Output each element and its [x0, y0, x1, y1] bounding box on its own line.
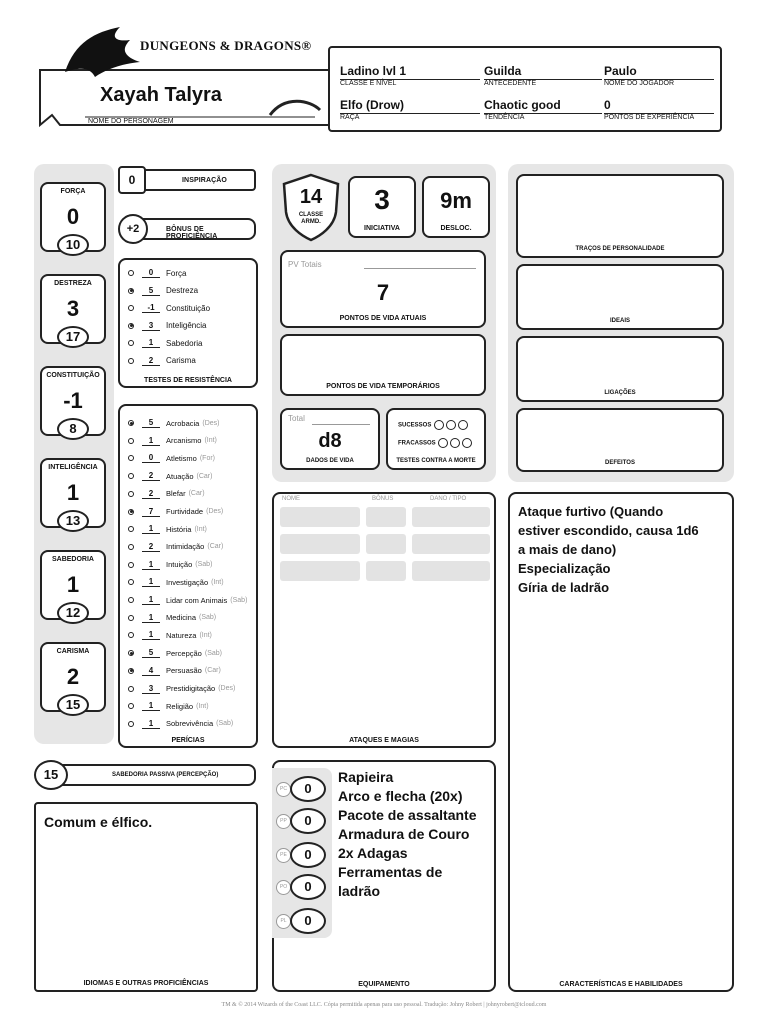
saving-throw-value: 5	[142, 286, 160, 296]
death-saves-success-row	[398, 420, 469, 430]
death-saves-success-label: SUCESSOS	[398, 422, 432, 429]
saving-throws-box	[118, 258, 258, 388]
coin-silver[interactable]	[280, 808, 328, 834]
attack-name-cell[interactable]	[280, 561, 360, 581]
skill-row[interactable]	[128, 664, 221, 678]
background-value: Guilda	[484, 64, 602, 80]
class-level-field[interactable]	[340, 64, 480, 87]
ability-modifier[interactable]: 10	[57, 234, 89, 256]
skill-row[interactable]	[128, 611, 216, 625]
hp-current-label: PONTOS DE VIDA ATUAIS	[339, 315, 427, 322]
ability-modifier[interactable]: 8	[57, 418, 89, 440]
coin-label: PO	[276, 880, 291, 895]
inspiration-value[interactable]: 0	[118, 166, 146, 194]
skill-ability: (Car)	[207, 543, 224, 551]
hit-dice[interactable]	[280, 408, 380, 470]
proficiency-dot[interactable]	[128, 358, 134, 364]
ability-name: FORÇA	[60, 188, 86, 195]
skill-value: 2	[142, 489, 160, 499]
passive-wisdom-label-box	[58, 764, 256, 786]
coin-label: PE	[276, 848, 291, 863]
skill-name: Religião	[166, 701, 194, 711]
coin-platinum[interactable]	[280, 908, 328, 934]
proficiency-dot[interactable]	[128, 579, 134, 585]
skill-value: 5	[142, 418, 160, 428]
equipment-item: Arco e flecha (20x)	[338, 788, 463, 804]
attack-damage-cell[interactable]	[412, 507, 490, 527]
skill-ability: (Sab)	[195, 561, 213, 569]
proficiency-dot[interactable]	[128, 438, 134, 444]
attacks-label: ATAQUES E MAGIAS	[349, 737, 419, 744]
race-field[interactable]	[340, 98, 480, 121]
skill-row[interactable]	[128, 487, 205, 501]
coin-label: PC	[276, 782, 291, 797]
saving-throw-name: Força	[166, 268, 187, 278]
skill-value: 1	[142, 577, 160, 587]
saving-throw-value: 1	[142, 338, 160, 348]
personality-traits-label: TRAÇOS DE PERSONALIDADE	[575, 246, 665, 252]
coin-value: 0	[290, 808, 326, 834]
feature-line: Gíria de ladrão	[518, 580, 610, 595]
skill-name: Natureza	[166, 630, 197, 640]
skill-ability: (Int)	[194, 525, 207, 533]
skill-row[interactable]	[128, 416, 219, 430]
race-value: Elfo (Drow)	[340, 98, 480, 114]
skill-ability: (Des)	[206, 508, 224, 515]
skill-name: Atuação	[166, 471, 194, 481]
feature-line: Ataque furtivo (Quando	[518, 504, 664, 519]
skill-name: História	[166, 524, 192, 534]
ability-modifier[interactable]: 12	[57, 602, 89, 624]
header	[0, 0, 768, 150]
flaws[interactable]	[516, 408, 724, 472]
proficiency-dot[interactable]	[128, 562, 134, 568]
class-level-label: CLASSE E NÍVEL	[340, 80, 397, 87]
player-name-value: Paulo	[604, 64, 714, 80]
skill-row[interactable]	[128, 593, 247, 607]
passive-wisdom	[34, 760, 258, 790]
ability-score: 0	[66, 204, 80, 229]
attack-bonus-cell[interactable]	[366, 507, 406, 527]
hp-temp-label: PONTOS DE VIDA TEMPORÁRIOS	[326, 383, 440, 390]
proficiency-dot[interactable]	[128, 455, 134, 461]
skill-name: Sobrevivência	[166, 719, 214, 729]
ability-score: -1	[63, 388, 83, 413]
skill-row[interactable]	[128, 699, 209, 713]
proficiency-label-box	[138, 218, 256, 240]
skill-name: Intimidação	[166, 542, 205, 552]
skill-value: 1	[142, 595, 160, 605]
skill-value: 1	[142, 719, 160, 729]
bonds[interactable]	[516, 336, 724, 402]
proficiency-dot[interactable]	[128, 632, 134, 638]
ideals-label: IDEAIS	[609, 318, 630, 324]
equipment-item: 2x Adagas	[338, 845, 408, 861]
death-save-success-2[interactable]	[446, 420, 456, 430]
proficiency-dot[interactable]	[128, 270, 134, 276]
passive-wisdom-value[interactable]: 15	[34, 760, 68, 790]
death-save-failure-2[interactable]	[450, 438, 460, 448]
feature-line: Especialização	[518, 561, 611, 576]
skill-value: 2	[142, 542, 160, 552]
ability-strength[interactable]	[40, 182, 106, 252]
ability-modifier[interactable]: 13	[57, 510, 89, 532]
skill-name: Furtividade	[166, 507, 204, 516]
background-label: ANTECEDENTE	[484, 80, 537, 87]
saving-throw-name: Constituição	[166, 303, 211, 313]
class-level-value: Ladino lvl 1	[340, 64, 480, 80]
ability-name: CONSTITUIÇÃO	[46, 372, 100, 379]
ability-name: SABEDORIA	[51, 556, 94, 563]
ability-charisma[interactable]	[40, 642, 106, 712]
equipment-item: Pacote de assaltante	[338, 807, 477, 823]
features-text	[518, 502, 699, 597]
skill-ability: (Sab)	[204, 649, 222, 657]
skill-name: Medicina	[166, 613, 197, 623]
proficiency-dot[interactable]	[128, 420, 134, 426]
ability-modifier[interactable]: 15	[57, 694, 89, 716]
equipment-item: ladrão	[338, 883, 381, 899]
proficiency-dot[interactable]	[128, 509, 134, 515]
saving-throw-value: 2	[142, 356, 160, 366]
alignment-label: TENDÊNCIA	[484, 114, 525, 121]
death-save-success-1[interactable]	[434, 420, 444, 430]
ability-dexterity[interactable]	[40, 274, 106, 344]
death-saves-failure-row	[398, 438, 473, 448]
skill-ability: (Int)	[199, 631, 212, 639]
skill-value: 1	[142, 436, 160, 446]
hp-current-value: 7	[376, 280, 390, 305]
proficiency-dot[interactable]	[128, 686, 134, 692]
saving-throw-row[interactable]	[128, 284, 198, 298]
attack-bonus-cell[interactable]	[366, 534, 406, 554]
skill-row[interactable]	[128, 628, 212, 642]
ability-intelligence[interactable]	[40, 458, 106, 528]
skill-name: Percepção	[166, 648, 202, 658]
skills-title: PERÍCIAS	[171, 737, 205, 744]
feature-line: a mais de dano)	[518, 542, 617, 557]
proficiency-dot[interactable]	[128, 544, 134, 550]
saving-throw-name: Sabedoria	[166, 338, 203, 348]
skill-row[interactable]	[128, 522, 207, 536]
proficiency-dot[interactable]	[128, 597, 134, 603]
skill-row[interactable]	[128, 469, 212, 483]
proficiency-label: BÔNUS DE PROFICIÊNCIA	[166, 226, 218, 240]
saving-throw-row[interactable]	[128, 336, 202, 350]
speed-label: DESLOC.	[440, 225, 472, 232]
equipment-label: EQUIPAMENTO	[358, 981, 410, 988]
hit-dice-total-line	[312, 424, 370, 425]
skill-name: Arcanismo	[166, 436, 202, 446]
bonds-label: LIGAÇÕES	[604, 390, 636, 396]
ability-score: 3	[66, 296, 80, 321]
inspiration-label-box	[138, 169, 256, 191]
features-label: CARACTERÍSTICAS E HABILIDADES	[559, 981, 683, 988]
saving-throw-value: 3	[142, 321, 160, 331]
proficiency-dot[interactable]	[128, 650, 134, 656]
armor-class[interactable]	[280, 172, 342, 242]
skill-row[interactable]	[128, 540, 223, 554]
proficiency-dot[interactable]	[128, 526, 134, 532]
footer-copyright: TM & © 2014 Wizards of the Coast LLC. Cópia permitida apenas para uso pessoal. Tradução: Johny Robert | johnyrobert@icloud.com	[221, 1002, 547, 1008]
hp-max-line	[364, 268, 476, 269]
alignment-value: Chaotic good	[484, 98, 602, 114]
skill-name: Persuasão	[166, 666, 202, 676]
skill-ability: (Car)	[196, 472, 213, 480]
saving-throw-row[interactable]	[128, 319, 206, 333]
ability-score: 1	[66, 572, 80, 597]
skill-ability: (Des)	[202, 419, 220, 427]
skill-row[interactable]	[128, 717, 233, 731]
coin-value: 0	[290, 776, 326, 802]
ability-score: 1	[66, 480, 80, 505]
skill-ability: (Des)	[218, 685, 236, 692]
skill-ability: (Int)	[211, 578, 224, 586]
attack-bonus-cell[interactable]	[366, 561, 406, 581]
proficiency-dot[interactable]	[128, 668, 134, 674]
skill-ability: (Int)	[204, 437, 217, 445]
saving-throw-name: Destreza	[166, 286, 199, 295]
coin-value: 0	[290, 874, 326, 900]
languages-box[interactable]	[34, 802, 258, 992]
skill-value: 1	[142, 630, 160, 640]
race-label: RAÇA	[340, 114, 360, 121]
coin-label: PL	[276, 914, 291, 929]
skill-name: Acrobacia	[166, 418, 200, 428]
character-info-box	[328, 46, 722, 132]
death-save-failure-1[interactable]	[438, 438, 448, 448]
flaws-label: DEFEITOS	[605, 460, 635, 466]
initiative-label: INICIATIVA	[364, 225, 400, 232]
ability-name: DESTREZA	[54, 280, 92, 287]
player-name-field[interactable]	[604, 64, 714, 87]
character-name-label: NOME DO PERSONAGEM	[88, 118, 174, 125]
equipment-box	[272, 760, 496, 992]
languages-text: Comum e élfico.	[44, 814, 153, 830]
skill-value: 0	[142, 453, 160, 463]
proficiency-dot[interactable]	[128, 340, 134, 346]
experience-label: PONTOS DE EXPERIÊNCIA	[604, 114, 695, 121]
skill-row[interactable]	[128, 682, 235, 696]
hit-dice-total-label: Total	[288, 414, 305, 423]
saving-throw-value: 0	[142, 268, 160, 278]
attacks-box	[272, 492, 496, 748]
attacks-col-damage: DANO / TIPO	[430, 496, 467, 502]
experience-field[interactable]	[604, 98, 714, 121]
speed-value: 9m	[440, 188, 472, 213]
coin-label: PP	[276, 814, 291, 829]
passive-wisdom-label: SABEDORIA PASSIVA (PERCEPÇÃO)	[112, 772, 219, 778]
attack-name-cell[interactable]	[280, 507, 360, 527]
attack-damage-cell[interactable]	[412, 534, 490, 554]
speed[interactable]	[422, 176, 490, 238]
skill-value: 7	[142, 507, 160, 517]
saving-throw-name: Inteligência	[166, 321, 207, 330]
saving-throw-name: Carisma	[166, 356, 196, 365]
hit-points-temporary[interactable]	[280, 334, 486, 396]
proficiency-bonus	[118, 214, 258, 244]
skill-ability: (Int)	[196, 702, 209, 710]
coin-copper[interactable]	[280, 776, 328, 802]
skills-box	[118, 404, 258, 748]
attack-damage-cell[interactable]	[412, 561, 490, 581]
death-saves	[386, 408, 486, 470]
skill-ability: (Sab)	[230, 596, 248, 604]
attack-name-cell[interactable]	[280, 534, 360, 554]
coin-value: 0	[290, 908, 326, 934]
hit-dice-label: DADOS DE VIDA	[306, 458, 354, 464]
death-save-success-3[interactable]	[458, 420, 468, 430]
skill-value: 1	[142, 524, 160, 534]
skill-name: Blefar	[166, 489, 186, 499]
personality-traits[interactable]	[516, 174, 724, 258]
attacks-col-bonus: BÔNUS	[372, 496, 394, 502]
skill-value: 5	[142, 648, 160, 658]
player-name-label: NOME DO JOGADOR	[604, 80, 675, 87]
skill-ability: (Car)	[188, 490, 205, 498]
proficiency-value[interactable]: +2	[118, 214, 148, 244]
skill-ability: (Sab)	[199, 614, 217, 622]
armor-class-label: CLASSE ARMD.	[298, 212, 324, 225]
skill-ability: (Car)	[204, 667, 221, 675]
initiative[interactable]	[348, 176, 416, 238]
skill-name: Atletismo	[166, 453, 197, 463]
hit-points-current[interactable]	[280, 250, 486, 328]
inspiration	[118, 166, 258, 194]
ability-name: CARISMA	[56, 648, 90, 655]
ability-name: INTELIGÊNCIA	[48, 464, 98, 471]
skill-value: 2	[142, 471, 160, 481]
proficiency-dot[interactable]	[128, 288, 134, 294]
logo-text: DUNGEONS & DRAGONS®	[140, 38, 312, 53]
ability-wisdom[interactable]	[40, 550, 106, 620]
saving-throw-row[interactable]	[128, 354, 196, 368]
proficiency-dot[interactable]	[128, 305, 134, 311]
alignment-field[interactable]	[484, 98, 602, 121]
equipment-item: Armadura de Couro	[338, 826, 470, 842]
experience-value: 0	[604, 98, 714, 114]
ideals[interactable]	[516, 264, 724, 330]
proficiency-dot[interactable]	[128, 703, 134, 709]
saving-throw-row[interactable]	[128, 266, 186, 280]
armor-class-value: 14	[299, 186, 323, 208]
ability-constitution[interactable]	[40, 366, 106, 436]
skill-name: Intuição	[166, 560, 193, 570]
death-saves-failure-label: FRACASSOS	[398, 440, 436, 447]
dragon-logo-icon	[60, 22, 145, 77]
equipment-list[interactable]	[338, 768, 477, 901]
skill-row[interactable]	[128, 558, 212, 572]
features-box[interactable]	[508, 492, 734, 992]
skill-name: Prestidigitação	[166, 684, 216, 693]
saving-throws-title: TESTES DE RESISTÊNCIA	[144, 377, 232, 384]
proficiency-dot[interactable]	[128, 491, 134, 497]
death-saves-label: TESTES CONTRA A MORTE	[396, 458, 476, 464]
skill-value: 1	[142, 560, 160, 570]
skill-row[interactable]	[128, 505, 223, 519]
proficiency-dot[interactable]	[128, 473, 134, 479]
equipment-item: Rapieira	[338, 769, 394, 785]
initiative-value: 3	[374, 184, 390, 215]
coin-gold[interactable]	[279, 874, 328, 900]
coin-value: 0	[290, 842, 326, 868]
skill-value: 1	[142, 701, 160, 711]
background-field[interactable]	[484, 64, 602, 87]
death-save-failure-3[interactable]	[462, 438, 472, 448]
saving-throw-row[interactable]	[128, 301, 210, 315]
languages-label: IDIOMAS E OUTRAS PROFICIÊNCIAS	[83, 980, 209, 987]
skill-value: 4	[142, 666, 160, 676]
saving-throw-value: -1	[142, 303, 160, 313]
skill-name: Lidar com Animais	[166, 595, 228, 605]
proficiency-dot[interactable]	[128, 721, 134, 727]
skill-ability: (For)	[199, 454, 216, 462]
skill-value: 1	[142, 613, 160, 623]
hit-dice-value: d8	[318, 430, 342, 452]
equipment-item: Ferramentas de	[338, 864, 443, 880]
character-name: Xayah Talyra	[100, 84, 222, 106]
proficiency-dot[interactable]	[128, 323, 134, 329]
skill-row[interactable]	[128, 434, 217, 448]
skill-value: 3	[142, 684, 160, 694]
proficiency-dot[interactable]	[128, 615, 134, 621]
hp-max-label: PV Totais	[288, 260, 322, 269]
skill-row[interactable]	[128, 575, 224, 589]
ability-modifier[interactable]: 17	[57, 326, 89, 348]
ability-score: 2	[66, 664, 80, 689]
skill-name: Investigação	[166, 577, 209, 587]
inspiration-label: INSPIRAÇÃO	[182, 177, 227, 184]
skill-row[interactable]	[128, 646, 222, 660]
coin-electrum[interactable]	[280, 842, 328, 868]
skill-row[interactable]	[128, 451, 215, 465]
feature-line: estiver escondido, causa 1d6	[518, 523, 699, 538]
attacks-col-name: NOME	[282, 496, 300, 502]
skill-ability: (Sab)	[216, 720, 234, 728]
